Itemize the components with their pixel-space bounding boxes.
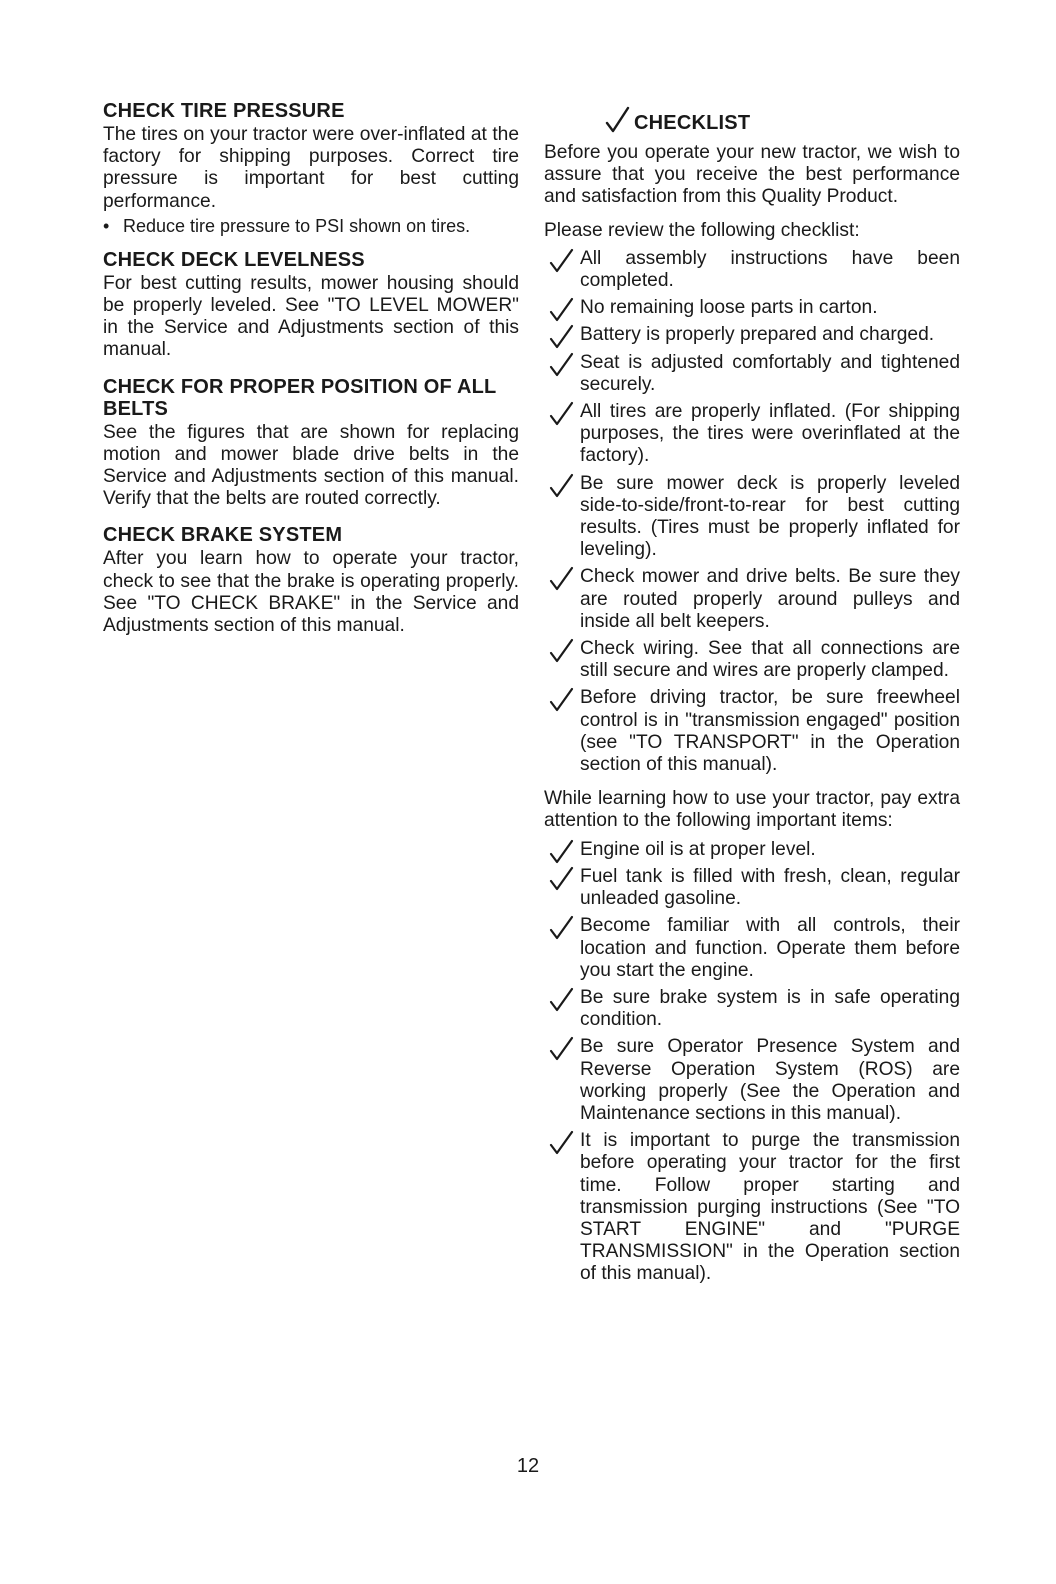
checkmark-icon bbox=[548, 638, 574, 664]
checkmark-icon bbox=[548, 1130, 574, 1156]
checklist-item bbox=[544, 987, 960, 1031]
checkmark-icon bbox=[548, 324, 574, 350]
bullet-text: Reduce tire pressure to PSI shown on tires. bbox=[123, 215, 471, 236]
checklist-item bbox=[544, 297, 960, 319]
checklist-item bbox=[544, 473, 960, 562]
tire-pressure-text: The tires on your tractor were over-inflated at the factory for shipping purposes. Correct tire pressure is important for best cutting performance. bbox=[103, 124, 519, 212]
checklist-item-text: Be sure Operator Presence System and Reverse Operation System (ROS) are working properly (See the Operation and Maintenance sections in this manual). bbox=[580, 1036, 960, 1124]
checklist-item bbox=[544, 401, 960, 468]
checkmark-icon bbox=[548, 401, 574, 427]
checklist-item-text: It is important to purge the transmission before operating your tractor for the first time. Follow proper starting and transmission purging instructions (See "TO START ENGINE" and "PURGE TRANSMISSION" in the Operation section of this manual). bbox=[580, 1130, 960, 1285]
checklist-secondary bbox=[544, 839, 960, 1286]
checklist-header bbox=[604, 106, 960, 134]
section-heading-deck-levelness: CHECK DECK LEVELNESS bbox=[103, 248, 365, 271]
checklist-item-text: All assembly instructions have been completed. bbox=[580, 247, 960, 292]
checklist-item bbox=[544, 1130, 960, 1285]
section-heading-brake-system: CHECK BRAKE SYSTEM bbox=[103, 524, 343, 547]
checklist-item-text: Battery is properly prepared and charged. bbox=[580, 324, 935, 346]
section-heading-tire-pressure: CHECK TIRE PRESSURE bbox=[103, 100, 345, 122]
section-heading-belts: CHECK FOR PROPER POSITION OF ALL BELTS bbox=[103, 375, 497, 420]
checkmark-icon bbox=[548, 915, 574, 941]
checklist-item bbox=[544, 866, 960, 910]
checklist-item bbox=[544, 352, 960, 396]
checklist-item-text: Check mower and drive belts. Be sure they are routed properly around pulleys and inside all belt keepers. bbox=[580, 566, 960, 632]
left-column bbox=[103, 100, 519, 648]
checkmark-icon bbox=[548, 866, 574, 892]
checklist-item-text: All tires are properly inflated. (For shipping purposes, the tires were overinflated at the factory). bbox=[580, 401, 960, 467]
checklist-item-text: Be sure mower deck is properly leveled side-to-side/front-to-rear for best cutting results. (Tires must be properly inflated for leveling). bbox=[580, 472, 960, 561]
checklist-item bbox=[544, 638, 960, 682]
checklist-intro: Before you operate your new tractor, we wish to assure that you receive the best performance and satisfaction from this Quality Product. bbox=[544, 142, 960, 208]
checklist-heading: CHECKLIST bbox=[634, 112, 751, 134]
checklist-primary bbox=[544, 248, 960, 776]
checkmark-icon bbox=[548, 473, 574, 499]
checkmark-icon bbox=[604, 106, 630, 134]
learning-line: While learning how to use your tractor, pay extra attention to the following important items: bbox=[544, 788, 960, 832]
checklist-item bbox=[544, 324, 960, 346]
checkmark-icon bbox=[548, 352, 574, 378]
checkmark-icon bbox=[548, 1036, 574, 1062]
deck-levelness-text: For best cutting results, mower housing should be properly leveled. See "TO LEVEL MOWER" in the Service and Adjustments section of this manual. bbox=[103, 272, 519, 361]
tire-pressure-bullet bbox=[103, 215, 519, 237]
checklist-item-text: Engine oil is at proper level. bbox=[580, 838, 816, 860]
checkmark-icon bbox=[548, 687, 574, 713]
checklist-item-text: Fuel tank is filled with fresh, clean, regular unleaded gasoline. bbox=[580, 865, 960, 910]
checklist-item bbox=[544, 566, 960, 633]
right-column bbox=[544, 106, 960, 1298]
checklist-item-text: Check wiring. See that all connections are still secure and wires are properly clamped. bbox=[580, 638, 960, 682]
checkmark-icon bbox=[548, 297, 574, 323]
checklist-item bbox=[544, 248, 960, 292]
checkmark-icon bbox=[548, 987, 574, 1013]
checkmark-icon bbox=[548, 839, 574, 865]
bullet-icon: • bbox=[103, 215, 110, 236]
checkmark-icon bbox=[548, 566, 574, 592]
checklist-item bbox=[544, 839, 960, 861]
checklist-item-text: Before driving tractor, be sure freewheel control is in "transmission engaged" position (see "TO TRANSPORT" in the Operation section of this manual). bbox=[580, 687, 960, 776]
checklist-item bbox=[544, 687, 960, 776]
review-line: Please review the following checklist: bbox=[544, 219, 860, 241]
checklist-item-text: Be sure brake system is in safe operating condition. bbox=[580, 986, 960, 1031]
checklist-item bbox=[544, 915, 960, 982]
page-number: 12 bbox=[516, 1455, 540, 1477]
belts-text: See the figures that are shown for replacing motion and mower blade drive belts in the Service and Adjustments section of this manual. Verify that the belts are routed correctly. bbox=[103, 421, 519, 510]
checklist-item-text: No remaining loose parts in carton. bbox=[580, 297, 878, 319]
checkmark-icon bbox=[548, 248, 574, 274]
brake-system-text: After you learn how to operate your tractor, check to see that the brake is operating properly. See "TO CHECK BRAKE" in the Service and Adjustments section of this manual. bbox=[103, 548, 519, 637]
checklist-item bbox=[544, 1036, 960, 1125]
checklist-item-text: Become familiar with all controls, their location and function. Operate them before you start the engine. bbox=[580, 915, 960, 981]
checklist-item-text: Seat is adjusted comfortably and tightened securely. bbox=[580, 351, 960, 395]
